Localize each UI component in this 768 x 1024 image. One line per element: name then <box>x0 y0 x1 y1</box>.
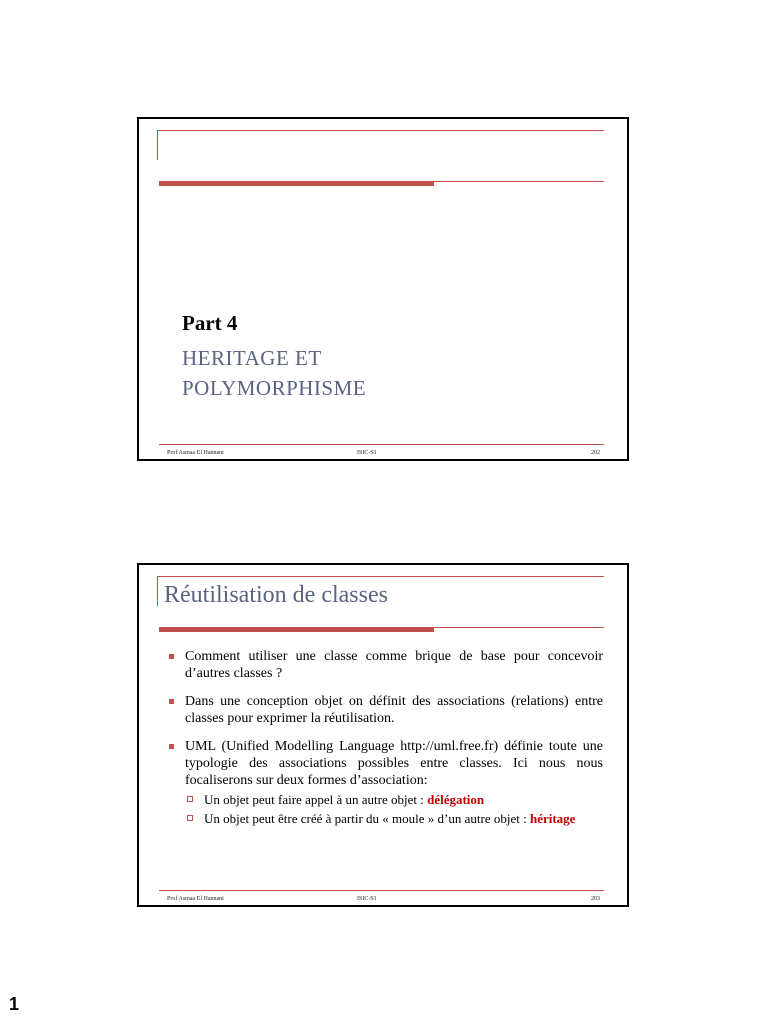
part-label: Part 4 <box>182 311 238 335</box>
bracket-vertical-line <box>157 130 158 160</box>
footer-rule <box>159 890 604 891</box>
bullet-square-icon <box>169 744 174 749</box>
footer-page: 202 <box>591 450 600 456</box>
slide-reutilisation <box>137 563 629 907</box>
part-title-line1: HERITAGE ET <box>182 346 322 370</box>
bullet-square-icon <box>169 654 174 659</box>
bullet-text: Dans une conception objet on définit des associations (relations) entre classes pour exprimer la réutilisation. <box>185 694 603 726</box>
bullet-text: UML (Unified Modelling Language http://uml.free.fr) définie toute une typologie des associations possibles entre classes. Ici nous nous focaliserons sur deux formes d’association: <box>185 739 603 788</box>
slide-part4 <box>137 117 629 461</box>
bracket-vertical-line <box>157 576 158 606</box>
hollow-square-icon <box>187 796 193 802</box>
footer-rule <box>159 444 604 445</box>
footer-page: 203 <box>591 896 600 902</box>
bullet-item <box>167 693 603 727</box>
title-rule-thick <box>159 181 434 186</box>
sub-bullet-item <box>167 791 603 808</box>
sub-bullet-text: Un objet peut être créé à partir du « moule » d’un autre objet : <box>204 811 530 826</box>
footer-course: ISIC-S1 <box>357 450 377 456</box>
title-rule-thick <box>159 627 434 632</box>
bullet-item <box>167 648 603 682</box>
bracket-horizontal-line <box>157 130 604 131</box>
hollow-square-icon <box>187 815 193 821</box>
footer-course: ISIC-S1 <box>357 896 377 902</box>
part-title-line2: POLYMORPHISME <box>182 376 367 400</box>
bracket-horizontal-line <box>157 576 604 577</box>
slide-title: Réutilisation de classes <box>164 582 388 608</box>
page-number: 1 <box>9 994 20 1014</box>
slide-content <box>167 648 603 827</box>
sub-bullet-text: Un objet peut faire appel à un autre objet : <box>204 792 428 807</box>
footer-author: Prof Asmaa El Hannani <box>167 450 224 456</box>
bullet-text: Comment utiliser une classe comme brique de base pour concevoir d’autres classes ? <box>185 649 603 681</box>
highlight-heritage: héritage <box>529 811 576 826</box>
bullet-square-icon <box>169 699 174 704</box>
sub-bullet-item <box>167 810 603 827</box>
bullet-item <box>167 738 603 789</box>
part-title <box>182 343 482 403</box>
footer-author: Prof Asmaa El Hannani <box>167 896 224 902</box>
highlight-delegation: délégation <box>427 792 485 807</box>
